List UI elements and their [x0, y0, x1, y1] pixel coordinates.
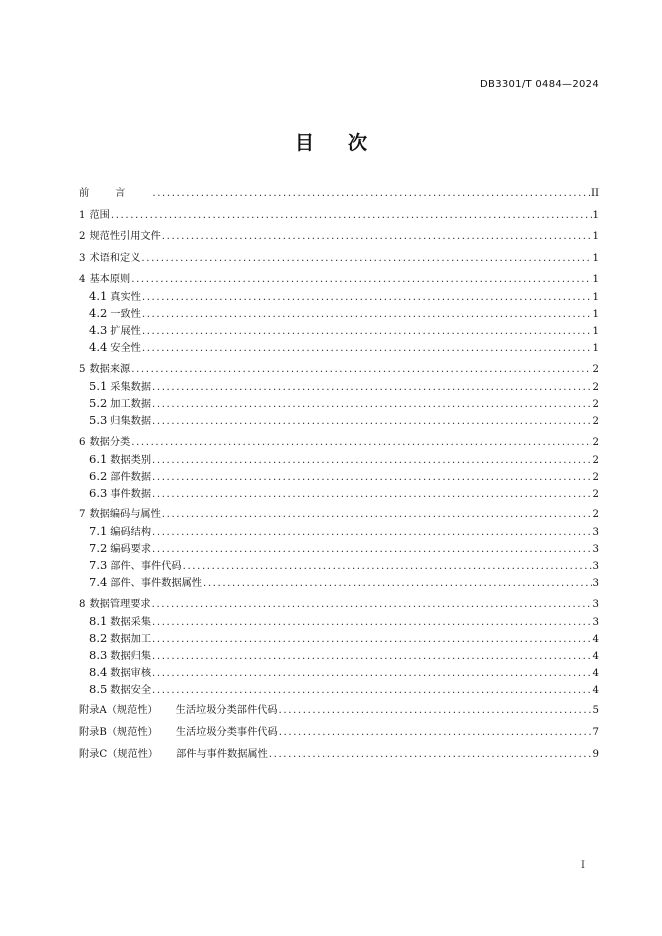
toc-entry-number: 7.3 — [89, 558, 108, 573]
toc-entry[interactable] — [79, 288, 599, 305]
toc-leader-dots — [131, 434, 591, 451]
toc-entry-title: 编码结构 — [110, 527, 152, 539]
toc-leader-dots — [111, 207, 592, 224]
toc-entry-page: 1 — [592, 292, 599, 304]
toc-entry-page: 1 — [592, 274, 599, 286]
toc-entry[interactable] — [79, 271, 599, 288]
toc-entry[interactable] — [79, 647, 599, 664]
toc-entry-title: 真实性 — [110, 292, 141, 304]
toc-entry-page: II — [590, 188, 599, 199]
toc-entry-title: 数据安全 — [110, 684, 152, 696]
toc-entry-title: 采集数据 — [110, 381, 152, 393]
toc-entry-number: 7.1 — [89, 524, 108, 539]
toc-entry[interactable] — [79, 451, 599, 468]
toc-leader-dots — [152, 452, 591, 469]
toc-entry-title: 部件、事件数据属性 — [110, 578, 202, 590]
toc-entry-title: 一致性 — [110, 309, 141, 321]
toc-entry-number: 8.3 — [89, 647, 108, 662]
toc-entry-page: 4 — [592, 650, 599, 662]
toc-leader-dots — [142, 340, 592, 357]
toc-leader-dots — [203, 575, 592, 592]
toc-appendix-title: 生活垃圾分类事件代码 — [175, 726, 278, 738]
toc-appendix-label: 附录B（规范性） — [79, 726, 158, 738]
toc-entry-number: 5.2 — [89, 395, 108, 410]
toc-entry[interactable] — [79, 664, 599, 681]
toc-entry-page: 1 — [592, 309, 599, 321]
toc-leader-dots — [279, 724, 592, 741]
toc-entry-title: 术语和定义 — [89, 252, 141, 264]
toc-leader-dots — [152, 541, 591, 558]
toc-entry[interactable] — [79, 378, 599, 395]
toc-entry-title: 部件数据 — [110, 471, 152, 483]
toc-entry-number: 8.2 — [89, 630, 108, 645]
toc-entry[interactable] — [79, 207, 599, 224]
toc-entry[interactable] — [79, 613, 599, 630]
toc-entry-page: 2 — [592, 381, 599, 393]
toc-appendix-entry[interactable] — [79, 746, 599, 763]
toc-leader-dots — [152, 596, 592, 613]
toc-entry-preface[interactable] — [79, 185, 599, 202]
page-title: 目次 — [294, 132, 401, 154]
toc-leader-dots — [152, 665, 591, 682]
toc-entry-title: 数据来源 — [89, 363, 131, 375]
toc-leader-dots — [152, 379, 591, 396]
toc-leader-dots — [141, 250, 591, 267]
toc-entry-number: 5.1 — [89, 378, 108, 393]
toc-entry-page: 1 — [592, 252, 599, 264]
toc-entry[interactable] — [79, 574, 599, 591]
toc-entry-number: 1 — [79, 209, 86, 221]
document-code: DB3301/T 0484—2024 — [480, 79, 599, 90]
toc-entry-title: 部件、事件代码 — [110, 561, 182, 573]
toc-entry-page: 3 — [592, 598, 599, 610]
toc-leader-dots — [183, 558, 592, 575]
toc-entry-page: 3 — [592, 544, 599, 556]
toc-entry-page: 1 — [592, 343, 599, 355]
toc-entry-page: 2 — [592, 509, 599, 521]
toc-entry[interactable] — [79, 485, 599, 502]
toc-leader-dots — [152, 396, 591, 413]
table-of-contents — [79, 185, 599, 763]
toc-entry-page: 4 — [592, 633, 599, 645]
toc-entry[interactable] — [79, 305, 599, 322]
toc-entry-page: 5 — [592, 705, 599, 717]
toc-entry-page: 2 — [592, 415, 599, 427]
toc-entry-number: 4.4 — [89, 340, 108, 355]
toc-entry[interactable] — [79, 339, 599, 356]
toc-leader-dots — [142, 323, 592, 340]
toc-entry[interactable] — [79, 434, 599, 451]
toc-leader-dots — [162, 228, 592, 245]
toc-entry-number: 5.3 — [89, 412, 108, 427]
toc-entry[interactable] — [79, 322, 599, 339]
toc-leader-dots — [152, 631, 591, 648]
toc-leader-dots — [152, 413, 591, 430]
toc-leader-dots — [279, 702, 592, 719]
toc-entry-page: 1 — [592, 209, 599, 221]
toc-appendix-entry[interactable] — [79, 702, 599, 719]
toc-entry-number: 8 — [79, 598, 86, 610]
toc-entry-number: 7.4 — [89, 575, 108, 590]
toc-entry-title: 数据加工 — [110, 633, 152, 645]
toc-entry-number: 4.1 — [89, 289, 108, 304]
toc-entry[interactable] — [79, 412, 599, 429]
toc-entry-title: 数据管理要求 — [89, 598, 151, 610]
toc-entry[interactable] — [79, 228, 599, 245]
toc-entry-title: 数据归集 — [110, 650, 152, 662]
toc-entry[interactable] — [79, 596, 599, 613]
toc-leader-dots — [152, 614, 591, 631]
toc-entry-page: 3 — [592, 578, 599, 590]
toc-appendix-title: 部件与事件数据属性 — [176, 748, 268, 760]
toc-entry-title: 数据采集 — [110, 616, 152, 628]
toc-leader-dots — [162, 506, 592, 523]
toc-entry-number: 4 — [79, 274, 86, 286]
toc-entry-title: 归集数据 — [110, 415, 152, 427]
toc-entry-page: 2 — [592, 363, 599, 375]
toc-entry-number: 4.3 — [89, 323, 108, 338]
toc-entry-number: 8.1 — [89, 613, 108, 628]
toc-entry-page: 2 — [592, 398, 599, 410]
toc-entry-title: 编码要求 — [110, 544, 152, 556]
toc-entry[interactable] — [79, 540, 599, 557]
toc-entry-number: 7.2 — [89, 541, 108, 556]
toc-entry-number: 8.5 — [89, 681, 108, 696]
toc-appendix-entry[interactable] — [79, 724, 599, 741]
toc-entry-number: 2 — [79, 231, 86, 243]
toc-entry-title: 安全性 — [110, 343, 141, 355]
toc-entry-title: 数据分类 — [89, 436, 131, 448]
toc-entry-number: 6 — [79, 436, 86, 448]
toc-entry[interactable] — [79, 468, 599, 485]
toc-entry[interactable] — [79, 681, 599, 698]
toc-entry-number: 8.4 — [89, 664, 108, 679]
toc-leader-dots — [152, 469, 591, 486]
toc-leader-dots — [269, 746, 592, 763]
toc-entry-page: 4 — [592, 684, 599, 696]
toc-entry-page: 2 — [592, 488, 599, 500]
toc-leader-dots — [152, 648, 591, 665]
toc-leader-dots — [152, 185, 590, 202]
toc-entry[interactable] — [79, 395, 599, 412]
toc-entry-page: 4 — [592, 667, 599, 679]
toc-appendix-title: 生活垃圾分类部件代码 — [175, 705, 278, 717]
toc-entry-number: 7 — [79, 509, 86, 521]
toc-entry-title: 范围 — [89, 209, 110, 221]
toc-entry-number: 6.1 — [89, 451, 108, 466]
toc-entry-title: 数据编码与属性 — [89, 509, 161, 521]
toc-leader-dots — [131, 271, 591, 288]
toc-entry-title: 加工数据 — [110, 398, 152, 410]
toc-entry-page: 7 — [592, 726, 599, 738]
toc-leader-dots — [152, 682, 591, 699]
toc-entry-number: 3 — [79, 252, 86, 264]
toc-entry[interactable] — [79, 630, 599, 647]
toc-entry-title: 基本原则 — [89, 274, 131, 286]
toc-entry-title: 扩展性 — [110, 326, 141, 338]
toc-entry[interactable] — [79, 506, 599, 523]
toc-entry-number: 6.3 — [89, 485, 108, 500]
toc-leader-dots — [152, 486, 591, 503]
toc-entry[interactable] — [79, 361, 599, 378]
toc-entry-page: 3 — [592, 616, 599, 628]
toc-entry-title: 前言 — [79, 188, 152, 199]
toc-entry[interactable] — [79, 250, 599, 267]
toc-entry-page: 1 — [592, 326, 599, 338]
toc-appendix-label: 附录C（规范性） — [79, 748, 159, 760]
page-number: I — [581, 860, 585, 871]
toc-leader-dots — [152, 524, 591, 541]
toc-entry[interactable] — [79, 523, 599, 540]
toc-entry-page: 2 — [592, 454, 599, 466]
toc-entry-page: 9 — [592, 748, 599, 760]
toc-entry-page: 3 — [592, 561, 599, 573]
toc-leader-dots — [142, 289, 592, 306]
toc-entry-title: 事件数据 — [110, 488, 152, 500]
toc-leader-dots — [142, 306, 592, 323]
toc-entry-title: 数据审核 — [110, 667, 152, 679]
toc-entry-title: 规范性引用文件 — [89, 231, 161, 243]
toc-entry[interactable] — [79, 557, 599, 574]
toc-leader-dots — [131, 361, 591, 378]
toc-entry-title: 数据类别 — [110, 454, 152, 466]
toc-appendix-label: 附录A（规范性） — [79, 705, 158, 717]
toc-entry-number: 4.2 — [89, 306, 108, 321]
toc-entry-page: 2 — [592, 471, 599, 483]
toc-entry-page: 1 — [592, 231, 599, 243]
toc-entry-page: 2 — [592, 436, 599, 448]
toc-entry-page: 3 — [592, 527, 599, 539]
toc-entry-number: 6.2 — [89, 468, 108, 483]
toc-entry-number: 5 — [79, 363, 86, 375]
